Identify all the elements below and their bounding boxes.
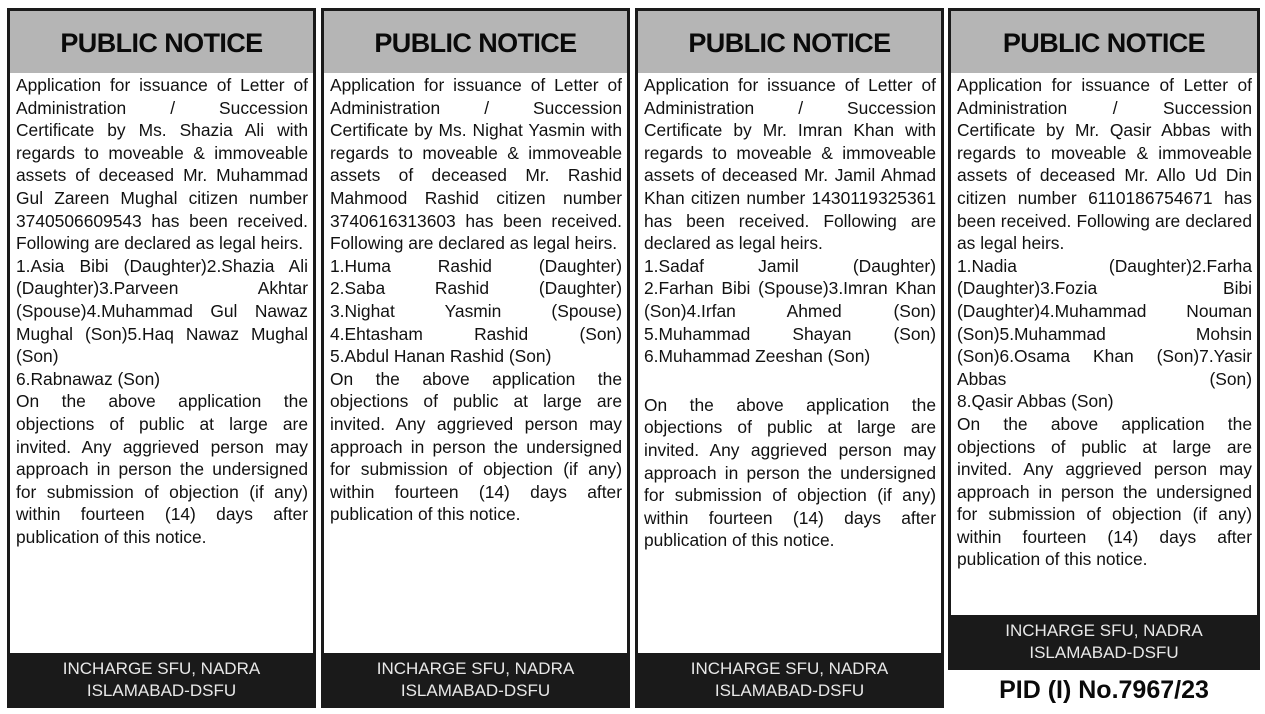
footer-line-2: ISLAMABAD-DSFU <box>86 681 237 700</box>
application-text: Application for issuance of Letter of Administration / Succession Certificate by Ms. Nighat Yasmin with regards to moveable & immoveable assets of deceased Mr. Rashid Mahmood Rashid citizen number 3740616313603 has been received. Following are declared as legal heirs. <box>330 75 622 254</box>
notice-body <box>951 73 1257 615</box>
legal-heirs-list <box>644 255 936 368</box>
application-text: Application for issuance of Letter of Administration / Succession Certificate by Mr. Imran Khan with regards to moveable & immoveable assets of deceased Mr. Jamil Ahmad Khan citizen number 1430119325361 has been received. Following are declared as legal heirs. <box>644 75 936 254</box>
public-notice-2 <box>321 8 630 708</box>
heir-line: 2.Saba Rashid (Daughter) <box>330 278 622 299</box>
application-text: Application for issuance of Letter of Administration / Succession Certificate by Ms. Shazia Ali with regards to moveable & immoveable assets of deceased Mr. Muhammad Gul Zareen Mughal citizen number 3740506609543 has been received. Following are declared as legal heirs. <box>16 75 308 254</box>
footer-line-2: ISLAMABAD-DSFU <box>714 681 865 700</box>
heir-line: 6.Muhammad Zeeshan (Son) <box>644 346 871 367</box>
notice-body <box>324 73 627 653</box>
public-notice-1 <box>7 8 316 708</box>
footer-line-1: INCHARGE SFU, NADRA <box>1005 621 1203 640</box>
notice-title: PUBLIC NOTICE <box>10 11 313 73</box>
objection-text: On the above application the objections of public at large are invited. Any aggrieved person may approach in person the undersigned for submission of objection (if any) within fourteen (14) days after publication of this notice. <box>957 413 1252 570</box>
pid-number: PID (I) No.7967/23 <box>999 676 1209 704</box>
heir-line: 5.Abdul Hanan Rashid (Son) <box>330 346 552 367</box>
notice-body <box>638 73 941 653</box>
objection-text: On the above application the objections of public at large are invited. Any aggrieved person may approach in person the undersigned for submission of objection (if any) within fourteen (14) days after publication of this notice. <box>16 391 308 547</box>
heir-line: 4.Ehtasham Rashid (Son) <box>330 323 622 344</box>
heir-line: 1.Nadia (Daughter)2.Farha (Daughter)3.Fozia Bibi (Daughter)4.Muhammad Nouman (Son)5.Muhammad Mohsin (Son)6.Osama Khan (Son)7.Yasir Abbas (Son) <box>957 255 1252 389</box>
heir-line: 1.Huma Rashid (Daughter) <box>330 255 622 276</box>
heir-line: 5.Muhammad Shayan (Son) <box>644 323 936 344</box>
public-notice-3 <box>635 8 944 708</box>
application-text: Application for issuance of Letter of Administration / Succession Certificate by Mr. Qasir Abbas with regards to moveable & immoveable assets of deceased Mr. Allo Ud Din citizen number 6110186754671 has been received. Following are declared as legal heirs. <box>957 75 1252 254</box>
footer-line-1: INCHARGE SFU, NADRA <box>62 659 261 678</box>
footer-line-2: ISLAMABAD-DSFU <box>400 681 551 700</box>
heir-line: 3.Nighat Yasmin (Spouse) <box>330 300 622 321</box>
notice-body <box>10 73 313 653</box>
heir-line: 6.Rabnawaz (Son) <box>16 368 161 389</box>
legal-heirs-list <box>957 255 1252 413</box>
footer-line-2: ISLAMABAD-DSFU <box>1029 643 1179 662</box>
heir-line: 1.Sadaf Jamil (Daughter) <box>644 255 936 276</box>
notice-footer <box>10 653 313 705</box>
notice-footer <box>324 653 627 705</box>
notice-footer <box>951 615 1257 667</box>
heir-line: 1.Asia Bibi (Daughter)2.Shazia Ali (Daughter)3.Parveen Akhtar (Spouse)4.Muhammad Gul Nawaz Mughal (Son)5.Haq Nawaz Mughal (Son) <box>16 255 308 367</box>
objection-text: On the above application the objections of public at large are invited. Any aggrieved person may approach in person the undersigned for submission of objection (if any) within fourteen (14) days after publication of this notice. <box>644 394 936 551</box>
notice-footer <box>638 653 941 705</box>
objection-text: On the above application the objections of public at large are invited. Any aggrieved person may approach in person the undersigned for submission of objection (if any) within fourteen (14) days after publication of this notice. <box>330 368 622 525</box>
public-notice-4 <box>948 8 1260 670</box>
heir-line: 8.Qasir Abbas (Son) <box>957 391 1114 412</box>
footer-line-1: INCHARGE SFU, NADRA <box>690 659 889 678</box>
legal-heirs-list <box>330 255 622 368</box>
notice-title: PUBLIC NOTICE <box>951 11 1257 73</box>
heir-line: 2.Farhan Bibi (Spouse)3.Imran Khan (Son)4.Irfan Ahmed (Son) <box>644 278 936 321</box>
legal-heirs-list <box>16 255 308 391</box>
notice-title: PUBLIC NOTICE <box>638 11 941 73</box>
notice-title: PUBLIC NOTICE <box>324 11 627 73</box>
footer-line-1: INCHARGE SFU, NADRA <box>376 659 575 678</box>
